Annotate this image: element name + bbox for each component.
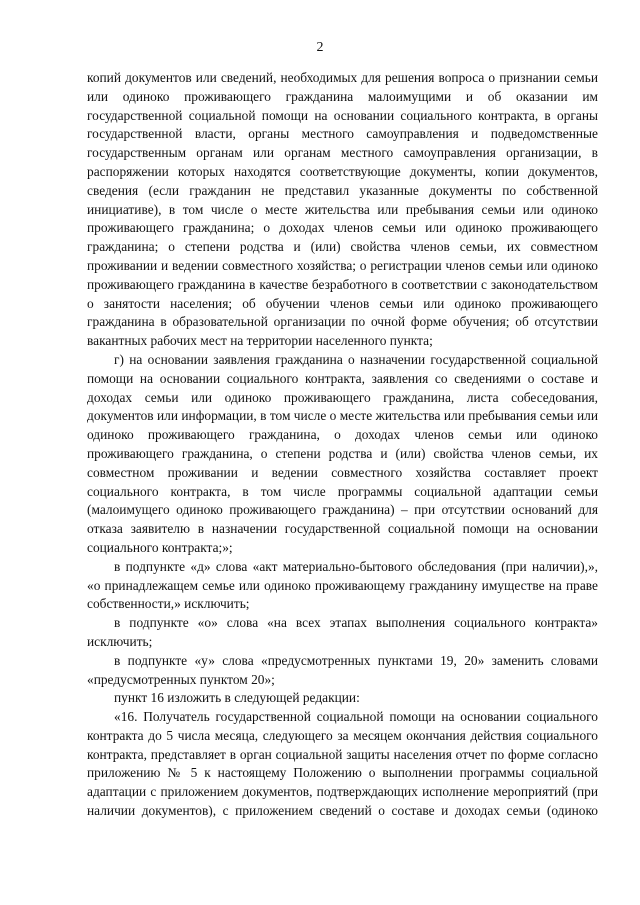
paragraph-continuation: копий документов или сведений, необходимых для решения вопроса о признании семьи или одиноко проживающего гражданина малоимущими и об оказании им государственной социальной помощи на основании социального контракта, в органы государственной власти, органы местного самоуправления и подведомственные государственным органам или органам местного самоуправления организации, в распоряжении которых находятся соответствующие документы, копии документов, сведения (если гражданин не представил указанные документы по собственной инициативе), в том числе о месте жительства или пребывания семьи или одиноко проживающего гражданина; о доходах членов семьи или одиноко проживающего гражданина; о степени родства и (или) свойства членов семьи, их совместном проживании и ведении совместного хозяйства; о регистрации членов семьи или одиноко проживающего гражданина в качестве безработного в соответствии с законодательством о занятости населения; об обучении членов семьи или одиноко проживающего гражданина в образовательной организации по очной форме обучения; об отсутствии вакантных рабочих мест на территории населенного пункта;: [87, 70, 598, 349]
paragraph-item-g: г) на основании заявления гражданина о назначении государственной социальной помощи на основании социального контракта, заявления со сведениями о составе и доходах семьи или одиноко проживающего гражданина, листа собеседования, документов или информации, в том числе о месте жительства или пребывания семьи или одиноко проживающего гражданина, о доходах членов семьи или одиноко проживающего гражданина, о степени родства и (или) свойства членов семьи, их совместном проживании и ведении совместного хозяйства составляет проект социального контракта, в том числе программы социальной адаптации семьи (малоимущего одиноко проживающего гражданина) – при отсутствии оснований для отказа заявителю в назначении государственной социальной помощи на основании социального контракта;»;: [87, 351, 598, 555]
paragraph-subitem-d: в подпункте «д» слова «акт материально-бытового обследования (при наличии),», «о принадлежащем семье или одиноко проживающему гражданину имуществе на праве собственности,» исключить;: [87, 558, 598, 612]
paragraph-subitem-u: в подпункте «у» слова «предусмотренных пунктами 19, 20» заменить словами «предусмотренных пунктом 20»;: [87, 652, 598, 687]
paragraph-subitem-o: в подпункте «о» слова «на всех этапах выполнения социального контракта» исключить;: [87, 615, 598, 649]
document-body: [87, 69, 598, 821]
paragraph-point-16-intro: пункт 16 изложить в следующей редакции:: [114, 690, 360, 706]
paragraph-point-16-text: «16. Получатель государственной социальной помощи на основании социального контракта до 5 числа месяца, следующего за месяцем окончания действия социального контракта, представляет в орган социальной защиты населения отчет по форме согласно приложению № 5 к настоящему Положению о выполнении программы социальной адаптации с приложением документов, подтверждающих исполнение мероприятий (при наличии документов), с приложением сведений о составе и доходах семьи (одиноко: [87, 709, 598, 819]
page-number: 2: [316, 40, 324, 55]
